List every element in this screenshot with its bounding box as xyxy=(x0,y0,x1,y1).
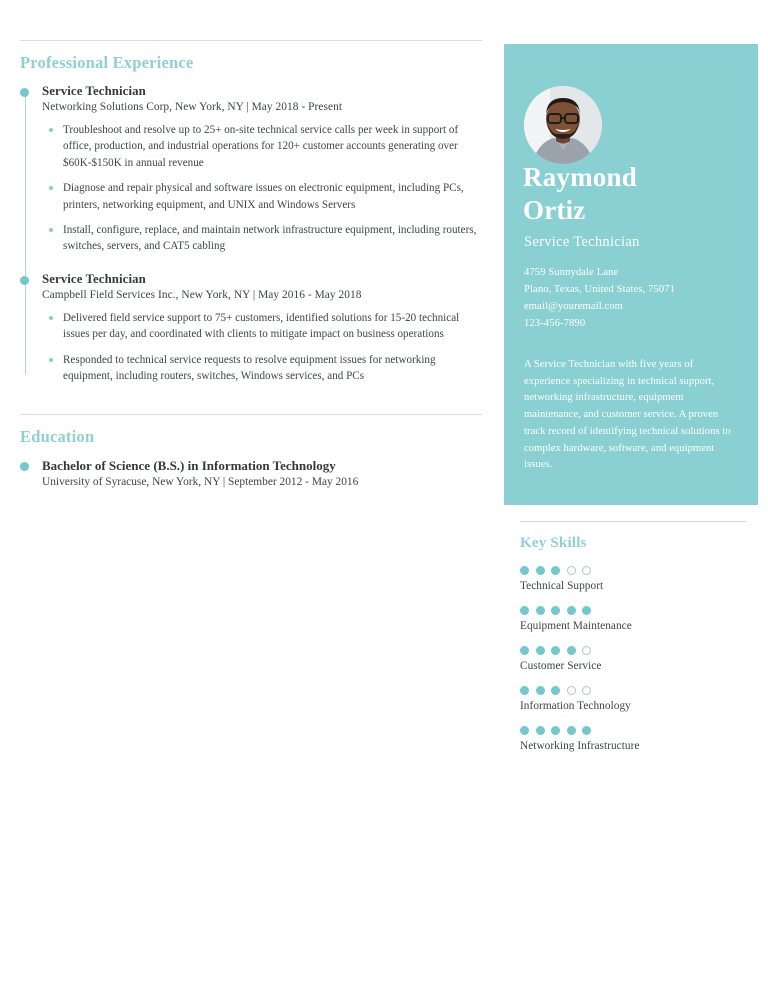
rating-dot-filled-icon xyxy=(582,606,591,615)
skill-label: Networking Infrastructure xyxy=(520,740,640,752)
skill-label: Information Technology xyxy=(520,700,631,712)
skill-label: Equipment Maintenance xyxy=(520,620,632,632)
experience-entry xyxy=(42,84,482,255)
main-content-column xyxy=(20,40,482,496)
rating-dot-filled-icon xyxy=(582,726,591,735)
job-bullet-list xyxy=(42,310,482,385)
rating-dot-empty-icon xyxy=(567,566,576,575)
skill-rating xyxy=(520,686,746,695)
rating-dot-filled-icon xyxy=(520,646,529,655)
contact-address-line1: 4759 Sunnydale Lane xyxy=(524,267,619,278)
section-education xyxy=(20,414,482,488)
section-title-experience: Professional Experience xyxy=(20,53,194,72)
rating-dot-filled-icon xyxy=(536,606,545,615)
sidebar-header-panel xyxy=(504,44,758,505)
rating-dot-filled-icon xyxy=(520,606,529,615)
profile-photo-icon xyxy=(524,86,602,164)
rating-dot-empty-icon xyxy=(582,686,591,695)
skill-rating xyxy=(520,726,746,735)
degree-title: Bachelor of Science (B.S.) in Information Technology xyxy=(42,458,336,474)
rating-dot-empty-icon xyxy=(567,686,576,695)
section-divider xyxy=(520,521,746,522)
skill-item xyxy=(520,566,746,592)
rating-dot-empty-icon xyxy=(582,646,591,655)
section-divider xyxy=(20,414,482,415)
professional-summary: A Service Technician with five years of experience specializing in technical support, networking infrastructure, equipment maintenance, and customer service. A proven track record of identifying technical solutions to complex hardware, software, and equipment issues. xyxy=(524,359,731,471)
section-title-key-skills: Key Skills xyxy=(520,535,587,551)
timeline-dot-icon xyxy=(20,88,29,97)
skill-label: Technical Support xyxy=(520,580,604,592)
rating-dot-filled-icon xyxy=(567,726,576,735)
candidate-job-title: Service Technician xyxy=(524,234,640,250)
timeline-dot-icon xyxy=(20,276,29,285)
rating-dot-filled-icon xyxy=(536,646,545,655)
contact-address-line2: Plano, Texas, United States, 75071 xyxy=(524,284,676,296)
timeline-line xyxy=(25,93,27,375)
section-professional-experience xyxy=(20,40,482,384)
skill-item xyxy=(520,646,746,672)
rating-dot-filled-icon xyxy=(520,726,529,735)
contact-phone[interactable]: 123-456-7890 xyxy=(524,318,586,330)
rating-dot-filled-icon xyxy=(551,686,560,695)
job-bullet: Install, configure, replace, and maintain network infrastructure equipment, including routers, switches, servers, and CAT5 cabling xyxy=(63,222,482,255)
timeline-dot-icon xyxy=(20,462,29,471)
section-key-skills xyxy=(520,521,746,752)
skill-item xyxy=(520,686,746,712)
job-meta: Networking Solutions Corp, New York, NY | May 2018 - Present xyxy=(42,101,343,113)
degree-meta: University of Syracuse, New York, NY | September 2012 - May 2016 xyxy=(42,476,359,489)
rating-dot-filled-icon xyxy=(551,646,560,655)
job-title: Service Technician xyxy=(42,84,146,98)
rating-dot-filled-icon xyxy=(536,686,545,695)
job-meta: Campbell Field Services Inc., New York, NY | May 2016 - May 2018 xyxy=(42,288,362,301)
rating-dot-filled-icon xyxy=(567,646,576,655)
contact-email[interactable]: email@youremail.com xyxy=(524,301,624,313)
rating-dot-filled-icon xyxy=(551,606,560,615)
job-title: Service Technician xyxy=(42,271,146,286)
skill-rating xyxy=(520,606,746,615)
experience-entry xyxy=(42,272,482,385)
skill-rating xyxy=(520,646,746,655)
rating-dot-empty-icon xyxy=(582,566,591,575)
job-bullet: Delivered field service support to 75+ customers, identified solutions for 15-20 technical issues per day, and coordinated with clients to mitigate impact on business operations xyxy=(63,310,482,343)
section-divider xyxy=(20,40,482,41)
job-bullet: Responded to technical service requests to resolve equipment issues for networking equipment, including routers, switches, Windows services, and PCs xyxy=(63,352,482,385)
education-entry xyxy=(20,458,482,488)
skill-item xyxy=(520,726,746,752)
contact-details xyxy=(524,264,752,333)
job-bullet: Diagnose and repair physical and software issues on electronic equipment, including PCs, printers, networking equipment, and UNIX and Windows Servers xyxy=(63,180,482,213)
rating-dot-filled-icon xyxy=(551,566,560,575)
skill-item xyxy=(520,606,746,632)
section-title-education: Education xyxy=(20,427,95,447)
rating-dot-filled-icon xyxy=(567,606,576,615)
candidate-name xyxy=(523,161,743,227)
rating-dot-filled-icon xyxy=(536,726,545,735)
rating-dot-filled-icon xyxy=(536,566,545,575)
skill-label: Customer Service xyxy=(520,660,602,672)
candidate-last-name: Ortiz xyxy=(523,194,586,225)
skill-rating xyxy=(520,566,746,575)
rating-dot-filled-icon xyxy=(520,566,529,575)
rating-dot-filled-icon xyxy=(551,726,560,735)
job-bullet: Troubleshoot and resolve up to 25+ on-site technical service calls per week in support of office, production, and industrial operations for 120+ customer accounts generating over $60K-$150K in annual revenue xyxy=(63,122,482,171)
candidate-first-name: Raymond xyxy=(523,162,637,192)
experience-timeline xyxy=(20,84,482,384)
job-bullet-list xyxy=(42,122,482,255)
rating-dot-filled-icon xyxy=(520,686,529,695)
avatar xyxy=(524,86,602,164)
